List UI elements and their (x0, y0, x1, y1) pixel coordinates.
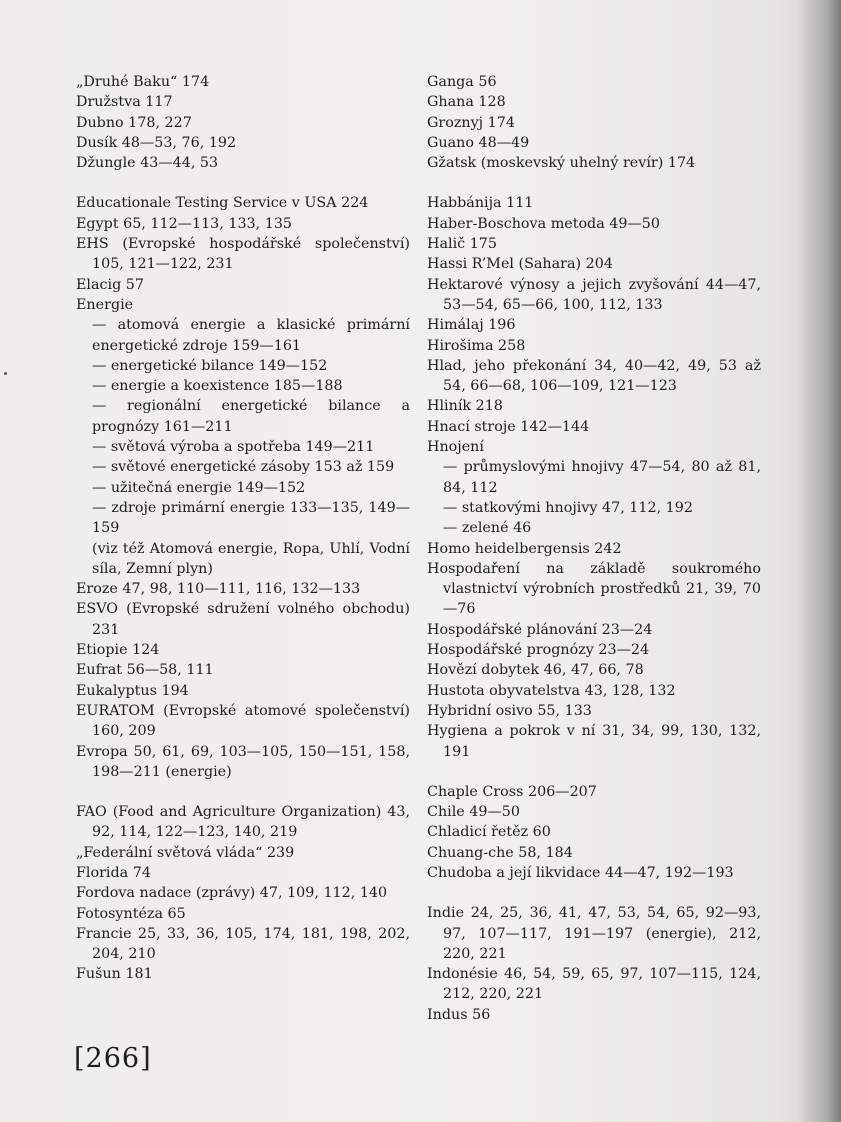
index-entry: Evropa 50, 61, 69, 103—105, 150—151, 158, 198—211 (energie) (76, 743, 410, 780)
index-subentry: — atomová energie a klasické primární energetické zdroje 159—161 (92, 317, 410, 354)
index-entry: Chile 49—50 (427, 804, 520, 821)
index-entry: Hassi R’Mel (Sahara) 204 (427, 256, 613, 273)
index-entry: Educationale Testing Service v USA 224 (76, 195, 369, 212)
index-entry: Hospodářské plánování 23—24 (427, 621, 653, 638)
index-entry: „Druhé Baku“ 174 (76, 74, 210, 90)
index-entry: Ganga 56 (427, 74, 497, 90)
index-entry: Džungle 43—44, 53 (76, 155, 219, 172)
index-entry: Družstva 117 (76, 94, 173, 111)
index-subentry: — zelené 46 (443, 520, 532, 537)
index-entry: Halič 175 (427, 236, 497, 253)
index-subentry: — energetické bilance 149—152 (92, 357, 328, 374)
index-entry: Gžatsk (moskevský uhelný revír) 174 (427, 155, 696, 172)
index-entry: Eroze 47, 98, 110—111, 116, 132—133 (76, 581, 361, 598)
binding-shadow (797, 0, 841, 1122)
index-entry: Habbánija 111 (427, 195, 534, 212)
index-entry: Egypt 65, 112—113, 133, 135 (76, 215, 293, 232)
index-entry: Fušun 181 (76, 966, 153, 983)
index-entry: Etiopie 124 (76, 642, 160, 659)
index-subentry: — užitečná energie 149—152 (92, 479, 306, 496)
index-subentry: (viz též Atomová energie, Ropa, Uhlí, Vodní síla, Zemní plyn) (92, 540, 410, 577)
section-gap (76, 173, 410, 193)
index-entry: Fordova nadace (zprávy) 47, 109, 112, 140 (76, 885, 388, 902)
index-entry: Fotosyntéza 65 (76, 905, 186, 922)
index-subentry: — regionální energetické bilance a prognózy 161—211 (92, 398, 410, 435)
index-column-right (427, 72, 761, 1025)
index-entry: Hybridní osivo 55, 133 (427, 702, 592, 719)
index-subentry: — zdroje primární energie 133—135, 149—159 (92, 499, 410, 537)
index-entry: Chuang-che 58, 184 (427, 844, 573, 861)
index-entry: Dubno 178, 227 (76, 114, 192, 131)
section-gap (427, 173, 761, 193)
margin-speck (4, 372, 7, 375)
index-subentry: — světová výroba a spotřeba 149—211 (92, 439, 375, 456)
index-entry: Guano 48—49 (427, 134, 530, 151)
section-gap (427, 883, 761, 903)
index-entry: Chladicí řetěz 60 (427, 824, 551, 841)
index-entry: ESVO (Evropské sdružení volného obchodu) 231 (76, 601, 410, 638)
index-entry: Homo heidelbergensis 242 (427, 540, 622, 557)
index-subentry: — energie a koexistence 185—188 (92, 378, 343, 395)
index-entry: EURATOM (Evropské atomové společenství) 160, 209 (76, 702, 410, 740)
index-entry: „Federální světová vláda“ 239 (76, 844, 295, 861)
index-entry: Hirošima 258 (427, 337, 526, 354)
index-entry: Hnací stroje 142—144 (427, 418, 590, 435)
index-entry: Eukalyptus 194 (76, 682, 189, 699)
section-gap (427, 762, 761, 782)
index-entry: Francie 25, 33, 36, 105, 174, 181, 198, 202, 204, 210 (76, 925, 410, 963)
index-entry: Hospodářské prognózy 23—24 (427, 642, 650, 659)
index-subentry: — světové energetické zásoby 153 až 159 (92, 459, 395, 476)
index-entry: Hospodaření na základě soukromého vlastnictví výrobních prostředků 21, 39, 70—76 (427, 560, 761, 618)
index-entry: Hustota obyvatelstva 43, 128, 132 (427, 682, 676, 699)
page-number: [266] (74, 1043, 152, 1074)
index-entry: Groznyj 174 (427, 114, 515, 131)
index-entry: FAO (Food and Agriculture Organization) 43, 92, 114, 122—123, 140, 219 (76, 804, 410, 841)
index-entry: Elacig 57 (76, 276, 145, 293)
index-entry: Hliník 218 (427, 398, 503, 415)
section-gap (76, 782, 410, 802)
index-column-left (76, 72, 410, 985)
index-entry: Hygiena a pokrok v ní 31, 34, 99, 130, 132, 191 (427, 723, 761, 760)
index-entry: Florida 74 (76, 864, 151, 881)
index-entry: Hnojení (427, 439, 484, 456)
index-entry: Dusík 48—53, 76, 192 (76, 134, 237, 151)
index-entry: Hlad, jeho překonání 34, 40—42, 49, 53 až 54, 66—68, 106—109, 121—123 (427, 357, 761, 395)
index-entry: Chudoba a její likvidace 44—47, 192—193 (427, 864, 734, 881)
index-entry: EHS (Evropské hospodářské společenství) 105, 121—122, 231 (76, 236, 410, 273)
index-entry: Hektarové výnosy a jejich zvyšování 44—47, 53—54, 65—66, 100, 112, 133 (427, 276, 761, 313)
index-entry: Himálaj 196 (427, 317, 516, 334)
index-entry: Energie (76, 296, 134, 313)
index-entry: Hovězí dobytek 46, 47, 66, 78 (427, 662, 644, 679)
index-entry: Indonésie 46, 54, 59, 65, 97, 107—115, 124, 212, 220, 221 (427, 966, 761, 1003)
index-entry: Indus 56 (427, 1006, 491, 1023)
index-subentry: — průmyslovými hnojivy 47—54, 80 až 81, 84, 112 (443, 459, 761, 496)
index-entry: Indie 24, 25, 36, 41, 47, 53, 54, 65, 92—93, 97, 107—117, 191—197 (energie), 212, 220, 221 (427, 905, 761, 962)
index-subentry: — statkovými hnojivy 47, 112, 192 (443, 499, 693, 516)
index-entry: Haber-Boschova metoda 49—50 (427, 215, 660, 232)
index-entry: Ghana 128 (427, 94, 506, 111)
index-entry: Chaple Cross 206—207 (427, 783, 597, 800)
index-entry: Eufrat 56—58, 111 (76, 662, 214, 679)
